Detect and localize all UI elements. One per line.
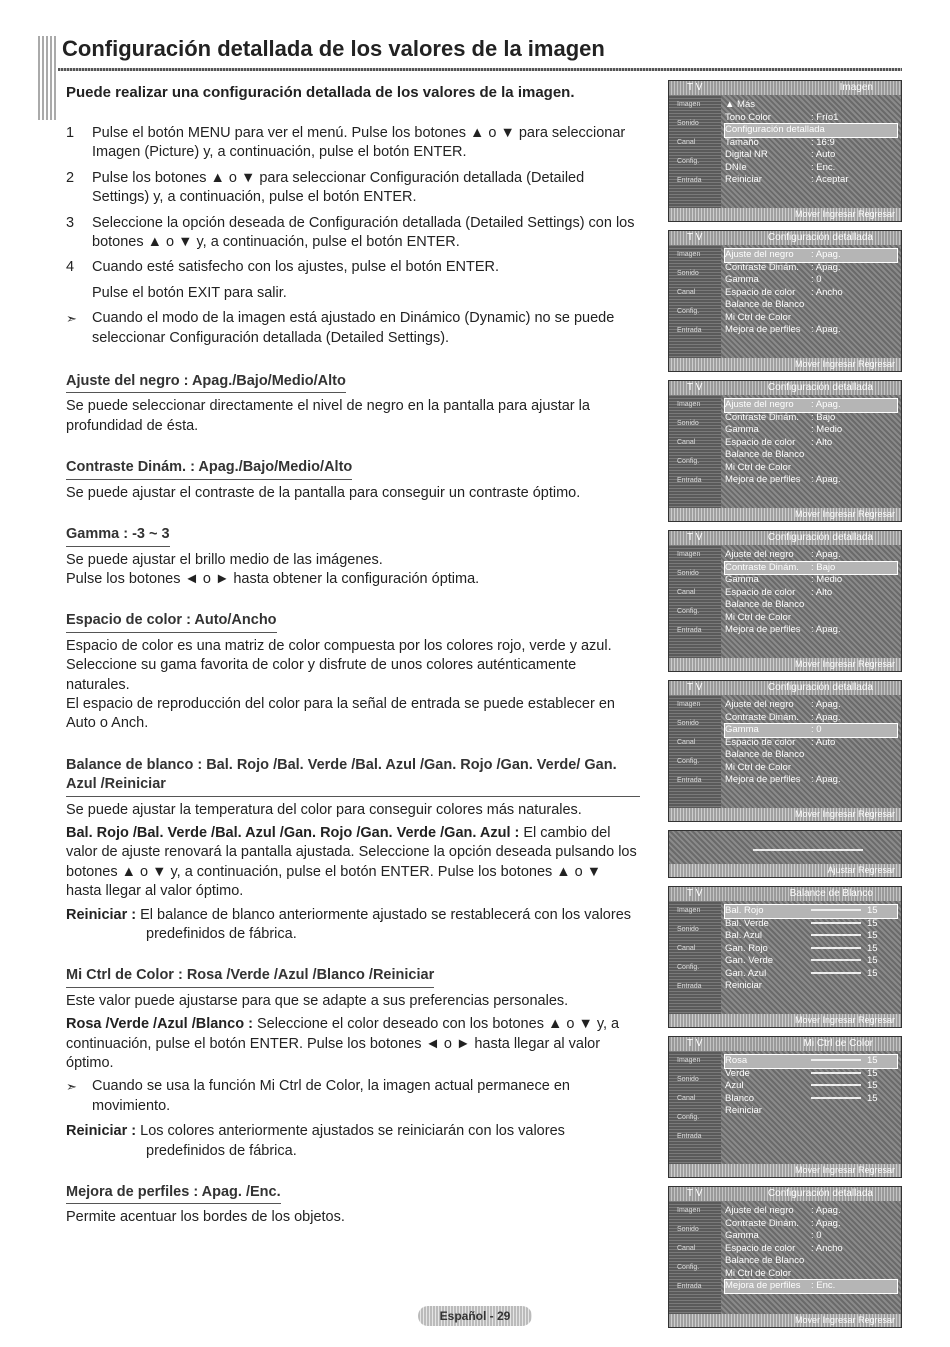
osd-menu-row: Contraste Dinám. : Bajo [725,411,836,423]
osd-menu-row: Balance de Blanco [725,449,805,460]
osd-footer: Mover Ingresar Regresar [669,1314,901,1327]
osd-side-item: Canal [677,439,696,446]
osd-menu-row: Balance de Blanco [725,599,805,610]
decorative-bar [38,36,56,120]
osd-screenshots [668,80,902,1336]
section-title: Ajuste del negro : Apag./Bajo/Medio/Alto [66,372,346,393]
osd-menu-row: Contraste Dinám. : Bajo [725,562,897,575]
osd-menu-row: Contraste Dinám. : Apag. [725,261,841,273]
section-body: Espacio de color es una matriz de color compuesta por los colores rojo, verde y azul. Seleccione su gama favorita de color y disfrute de unos colores auténticamente naturales. [66,637,612,693]
page-number: Español - 29 [418,1306,532,1326]
osd-side-item: Canal [677,945,696,952]
osd-menu-row: Gamma : 0 [725,1230,822,1241]
osd-side-item: Imagen [677,1207,701,1214]
osd-menu-row: Mi Ctrl de Color [725,611,791,623]
osd-menu-row: Ajuste del negro : Apag. [725,249,897,262]
osd-header: T V Mi Ctrl de Color [669,1037,901,1051]
osd-footer: Mover Ingresar Regresar [669,358,901,371]
osd-menu-row: Espacio de color : Alto [725,586,833,598]
osd-header: T V Imagen [669,81,901,95]
osd-menu-row: Reiniciar : Aceptar [725,174,849,185]
osd-sidebar [669,545,721,659]
osd-menu-row: Balance de Blanco [725,299,805,310]
osd-screen [668,230,902,372]
osd-sidebar [669,95,721,209]
section-title: Espacio de color : Auto/Ancho [66,611,277,632]
osd-header: T V Configuración detallada [669,531,901,545]
osd-side-item: Config. [677,158,700,165]
osd-sidebar [669,901,721,1015]
osd-menu-row: Mejora de perfiles : Apag. [725,774,841,785]
section-title: Mejora de perfiles : Apag. /Enc. [66,1183,281,1204]
osd-rows [725,249,897,337]
osd-menu-row: Rosa 15 [725,1055,897,1068]
osd-side-item: Sonido [677,270,699,277]
osd-rows [725,699,897,787]
osd-header: T V Configuración detallada [669,381,901,395]
section-body: Este valor puede ajustarse para que se adapte a sus preferencias personales. [66,992,569,1009]
osd-footer: Mover Ingresar Regresar [669,208,901,221]
title-rule [58,68,902,71]
step-number: 2 [66,169,75,186]
osd-menu-row: Configuración detallada [725,124,897,137]
osd-menu-row: Mi Ctrl de Color [725,761,791,773]
osd-menu-row: Gamma : Medio [725,424,843,435]
osd-side-item: Canal [677,289,696,296]
osd-header: T V Configuración detallada [669,231,901,245]
osd-screen [668,530,902,672]
osd-menu-row: Mi Ctrl de Color [725,461,791,473]
step-4 [66,258,640,277]
osd-menu-row: Contraste Dinám. : Apag. [725,711,841,723]
osd-side-item: Config. [677,458,700,465]
section-body: Reiniciar : El balance de blanco anteriormente ajustado se restablecerá con los valores predefinidos de fábrica. [66,906,632,942]
osd-menu-row: Gan. Verde 15 [725,955,878,966]
osd-menu-row: DNIe : Enc. [725,161,836,173]
osd-sidebar [669,245,721,359]
osd-side-item: Imagen [677,1057,701,1064]
osd-side-item: Config. [677,1264,700,1271]
step-number: 4 [66,259,75,276]
section-body: Permite acentuar los bordes de los objetos. [66,1209,345,1226]
step-text: Seleccione la opción deseada de Configuración detallada (Detailed Settings) con los botones ▲ o ▼ y, a continuación, pulse el botón ENTER. [92,214,635,251]
osd-menu-row: Espacio de color : Auto [725,736,836,748]
page-title: Configuración detallada de los valores de la imagen [62,36,605,61]
osd-rows [725,905,897,993]
osd-rows [725,549,897,637]
osd-rows [725,1205,897,1293]
step-text: Cuando esté satisfecho con los ajustes, pulse el botón ENTER. [92,259,500,276]
osd-screen [668,380,902,522]
osd-screen [668,1036,902,1178]
main-content [66,124,640,1232]
note-arrow-icon: ➣ [66,1079,77,1095]
osd-side-item: Entrada [677,177,702,184]
note-arrow-icon: ➣ [66,311,77,327]
osd-side-item: Config. [677,608,700,615]
step-number: 1 [66,125,75,141]
osd-menu-row: Espacio de color : Ancho [725,1242,843,1254]
osd-side-item: Imagen [677,551,701,558]
osd-menu-row: Reiniciar [725,980,762,991]
note: ➣ Cuando se usa la función Mi Ctrl de Color, la imagen actual permanece en movimiento. [66,1077,640,1116]
osd-menu-row: Azul 15 [725,1080,878,1091]
section-title: Balance de blanco : Bal. Rojo /Bal. Verde /Bal. Azul /Gan. Rojo /Gan. Verde/ Gan. Azul /Reiniciar [66,756,640,797]
osd-sidebar [669,1201,721,1315]
osd-menu-row: Bal. Verde 15 [725,917,878,929]
osd-menu-row: Gan. Rojo 15 [725,942,878,954]
section-body: Rosa /Verde /Azul /Blanco : Seleccione el color deseado con los botones ▲ o ▼ y, a continuación, pulse el botón ENTER. Pulse los botones ◄ o ► hasta llegar al valor óptimo. [66,1016,620,1072]
osd-side-item: Config. [677,1114,700,1121]
osd-menu-row: Tamaño : 16:9 [725,136,835,148]
osd-side-item: Sonido [677,1226,699,1233]
osd-menu-row: Mejora de perfiles : Apag. [725,624,841,635]
osd-side-item: Entrada [677,1133,702,1140]
osd-menu-row: Mejora de perfiles : Enc. [725,1280,897,1293]
osd-menu-row: Balance de Blanco [725,749,805,760]
osd-sidebar [669,1051,721,1165]
osd-menu-row: Contraste Dinám. : Apag. [725,1217,841,1229]
osd-menu-row: Verde 15 [725,1067,878,1079]
osd-side-item: Config. [677,964,700,971]
section-body: Bal. Rojo /Bal. Verde /Bal. Azul /Gan. Rojo /Gan. Verde /Gan. Azul : El cambio del valor de ajuste renovará la pantalla ajustada. Seleccione la opción deseada pulsando los botones ▲ o ▼ y, a continuación, pulse el botón ENTER. Pulse los botones ▲ o ▼ hasta llegar al valor óptimo. [66,824,637,900]
osd-side-item: Imagen [677,401,701,408]
osd-menu-row: Reiniciar [725,1105,762,1116]
osd-side-item: Canal [677,589,696,596]
osd-side-item: Canal [677,1095,696,1102]
osd-menu-row: Ajuste del negro : Apag. [725,1205,841,1216]
osd-rows [725,1055,897,1118]
osd-side-item: Imagen [677,907,701,914]
osd-footer: Mover Ingresar Regresar [669,1164,901,1177]
osd-rows [725,99,897,187]
osd-header: T V Balance de Blanco [669,887,901,901]
section-body: Se puede seleccionar directamente el nivel de negro en la pantalla para ajustar la profundidad de ésta. [66,398,590,434]
osd-side-item: Imagen [677,101,701,108]
osd-footer: Mover Ingresar Regresar [669,658,901,671]
osd-menu-row: Espacio de color : Ancho [725,286,843,298]
osd-gamma-bar [668,830,902,878]
section-body: Se puede ajustar el contraste de la pantalla para conseguir un contraste óptimo. [66,484,581,501]
osd-screen [668,80,902,222]
section-title: Contraste Dinám. : Apag./Bajo/Medio/Alto [66,458,352,479]
osd-menu-row: Mejora de perfiles : Apag. [725,324,841,335]
note: ➣ Cuando el modo de la imagen está ajustado en Dinámico (Dynamic) no se puede seleccionar Configuración detallada (Detailed Settings). [66,309,640,348]
step-number: 3 [66,214,75,231]
osd-menu-row: Ajuste del negro : Apag. [725,549,841,560]
osd-side-item: Canal [677,1245,696,1252]
osd-side-item: Entrada [677,477,702,484]
osd-menu-row: Bal. Azul 15 [725,930,878,941]
osd-side-item: Sonido [677,720,699,727]
osd-menu-row: Bal. Rojo 15 [725,905,897,918]
osd-side-item: Entrada [677,777,702,784]
osd-menu-row: Mejora de perfiles : Apag. [725,474,841,485]
osd-menu-row: Blanco 15 [725,1092,878,1104]
osd-menu-row: Ajuste del negro : Apag. [725,399,897,412]
osd-rows [725,399,897,487]
osd-footer: Ajustar Regresar [669,864,901,877]
osd-menu-row: Espacio de color : Alto [725,436,833,448]
osd-menu-row: Balance de Blanco [725,1255,805,1266]
osd-screen [668,1186,902,1328]
step-text: Pulse los botones ▲ o ▼ para seleccionar Configuración detallada (Detailed Settings) y, a continuación, pulse el botón ENTER. [92,169,585,206]
osd-side-item: Canal [677,139,696,146]
osd-side-item: Sonido [677,926,699,933]
osd-header: T V Configuración detallada [669,681,901,695]
section-body: Se puede ajustar la temperatura del color para conseguir colores más naturales. [66,801,582,818]
osd-side-item: Config. [677,758,700,765]
osd-side-item: Sonido [677,570,699,577]
osd-sidebar [669,395,721,509]
osd-menu-row: Mi Ctrl de Color [725,1267,791,1279]
step-3 [66,214,640,253]
osd-side-item: Imagen [677,251,701,258]
osd-menu-row: Ajuste del negro : Apag. [725,699,841,710]
section-title: Mi Ctrl de Color : Rosa /Verde /Azul /Blanco /Reiniciar [66,966,434,987]
step-text: Pulse el botón MENU para ver el menú. Pulse los botones ▲ o ▼ para seleccionar Imagen (Picture) y, a continuación, pulse el botón ENTER. [92,125,626,161]
osd-menu-row: Gan. Azul 15 [725,967,878,979]
osd-screen [668,886,902,1028]
osd-footer: Mover Ingresar Regresar [669,1014,901,1027]
osd-side-item: Entrada [677,1283,702,1290]
osd-side-item: Sonido [677,1076,699,1083]
osd-sidebar [669,695,721,809]
osd-menu-row: Digital NR : Auto [725,149,836,160]
osd-menu-row: Mi Ctrl de Color [725,311,791,323]
osd-footer: Mover Ingresar Regresar [669,808,901,821]
section-title: Gamma : -3 ~ 3 [66,525,170,546]
osd-side-item: Entrada [677,983,702,990]
osd-menu-row: Gamma : 0 [725,724,897,737]
osd-screen [668,680,902,822]
step-2 [66,169,640,208]
section-body: El espacio de reproducción del color para la señal de entrada se puede establecer en Auto o Anch. [66,695,615,732]
section-body: Reiniciar : Los colores anteriormente ajustados se reiniciarán con los valores predefinidos de fábrica. [66,1123,565,1159]
title-bar [38,36,902,70]
osd-menu-row: Tono Color : Frío1 [725,111,839,123]
exit-instruction: Pulse el botón EXIT para salir. [92,284,287,301]
osd-side-item: Canal [677,739,696,746]
osd-side-item: Entrada [677,327,702,334]
osd-side-item: Config. [677,308,700,315]
osd-side-item: Sonido [677,420,699,427]
intro-text: Puede realizar una configuración detallada de los valores de la imagen. [66,84,575,101]
osd-header: T V Configuración detallada [669,1187,901,1201]
step-1 [66,124,640,163]
osd-menu-row: Gamma : 0 [725,274,822,285]
section-body: Se puede ajustar el brillo medio de las imágenes. [66,551,383,568]
osd-menu-row: Gamma : Medio [725,574,843,585]
osd-footer: Mover Ingresar Regresar [669,508,901,521]
osd-menu-row: ▲ Más [725,99,755,110]
osd-side-item: Imagen [677,701,701,708]
osd-side-item: Sonido [677,120,699,127]
osd-side-item: Entrada [677,627,702,634]
section-body: Pulse los botones ◄ o ► hasta obtener la configuración óptima. [66,570,480,587]
